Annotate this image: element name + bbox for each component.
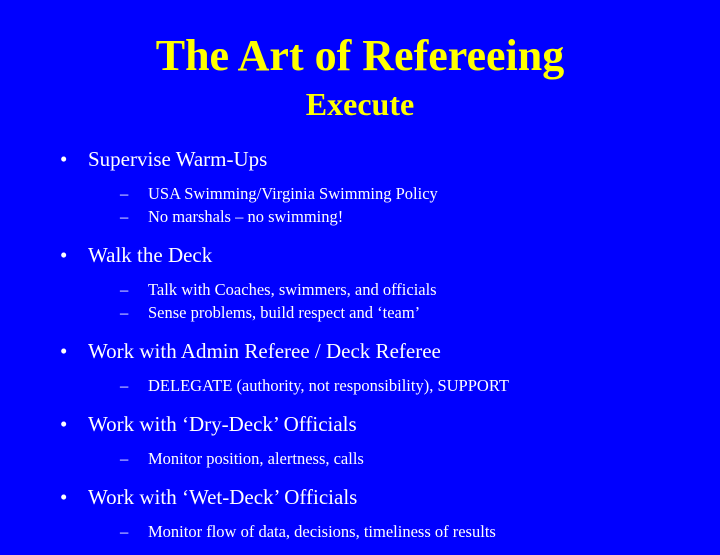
bullet-list: [60, 144, 700, 555]
sub-bullet-item: [120, 205, 700, 228]
dash-icon: –: [120, 449, 129, 468]
dash-icon: –: [120, 207, 129, 226]
bullet-text: Work with Admin Referee / Deck Referee: [88, 339, 441, 363]
dash-icon: –: [120, 303, 129, 322]
slide-subtitle: Execute: [305, 86, 415, 122]
sub-bullet-text: Sense problems, build respect and ‘team’: [148, 303, 421, 322]
sub-bullet-list: [88, 374, 700, 397]
sub-bullet-list: [88, 278, 700, 324]
bullet-text: Walk the Deck: [88, 243, 213, 267]
sub-bullet-text: Monitor flow of data, decisions, timeliness of results: [148, 522, 496, 541]
dash-icon: –: [120, 184, 129, 203]
slide-title: The Art of Refereeing: [155, 31, 565, 80]
bullet-text: Work with ‘Dry-Deck’ Officials: [88, 412, 357, 436]
sub-bullet-text: DELEGATE (authority, not responsibility), SUPPORT: [148, 376, 509, 395]
bullet-item: [60, 144, 700, 228]
sub-bullet-item: [120, 374, 700, 397]
dash-icon: –: [120, 280, 129, 299]
bullet-text: Supervise Warm-Ups: [88, 147, 268, 171]
bullet-item: [60, 482, 700, 543]
dash-icon: –: [120, 376, 129, 395]
sub-bullet-text: Monitor position, alertness, calls: [148, 449, 364, 468]
bullet-item: [60, 336, 700, 397]
sub-bullet-text: USA Swimming/Virginia Swimming Policy: [148, 184, 438, 203]
bullet-dot-icon: •: [60, 243, 68, 267]
dash-icon: –: [120, 522, 129, 541]
sub-bullet-item: [120, 301, 700, 324]
sub-bullet-text: No marshals – no swimming!: [148, 207, 344, 226]
sub-bullet-list: [88, 182, 700, 228]
bullet-text: Work with ‘Wet-Deck’ Officials: [88, 485, 358, 509]
bullet-dot-icon: •: [60, 339, 68, 363]
bullet-dot-icon: •: [60, 412, 68, 436]
bullet-item: [60, 240, 700, 324]
sub-bullet-item: [120, 182, 700, 205]
bullet-dot-icon: •: [60, 485, 68, 509]
bullet-dot-icon: •: [60, 147, 68, 171]
sub-bullet-text: Talk with Coaches, swimmers, and officials: [148, 280, 437, 299]
sub-bullet-list: [88, 447, 700, 470]
sub-bullet-item: [120, 447, 700, 470]
sub-bullet-item: [120, 278, 700, 301]
bullet-item: [60, 409, 700, 470]
